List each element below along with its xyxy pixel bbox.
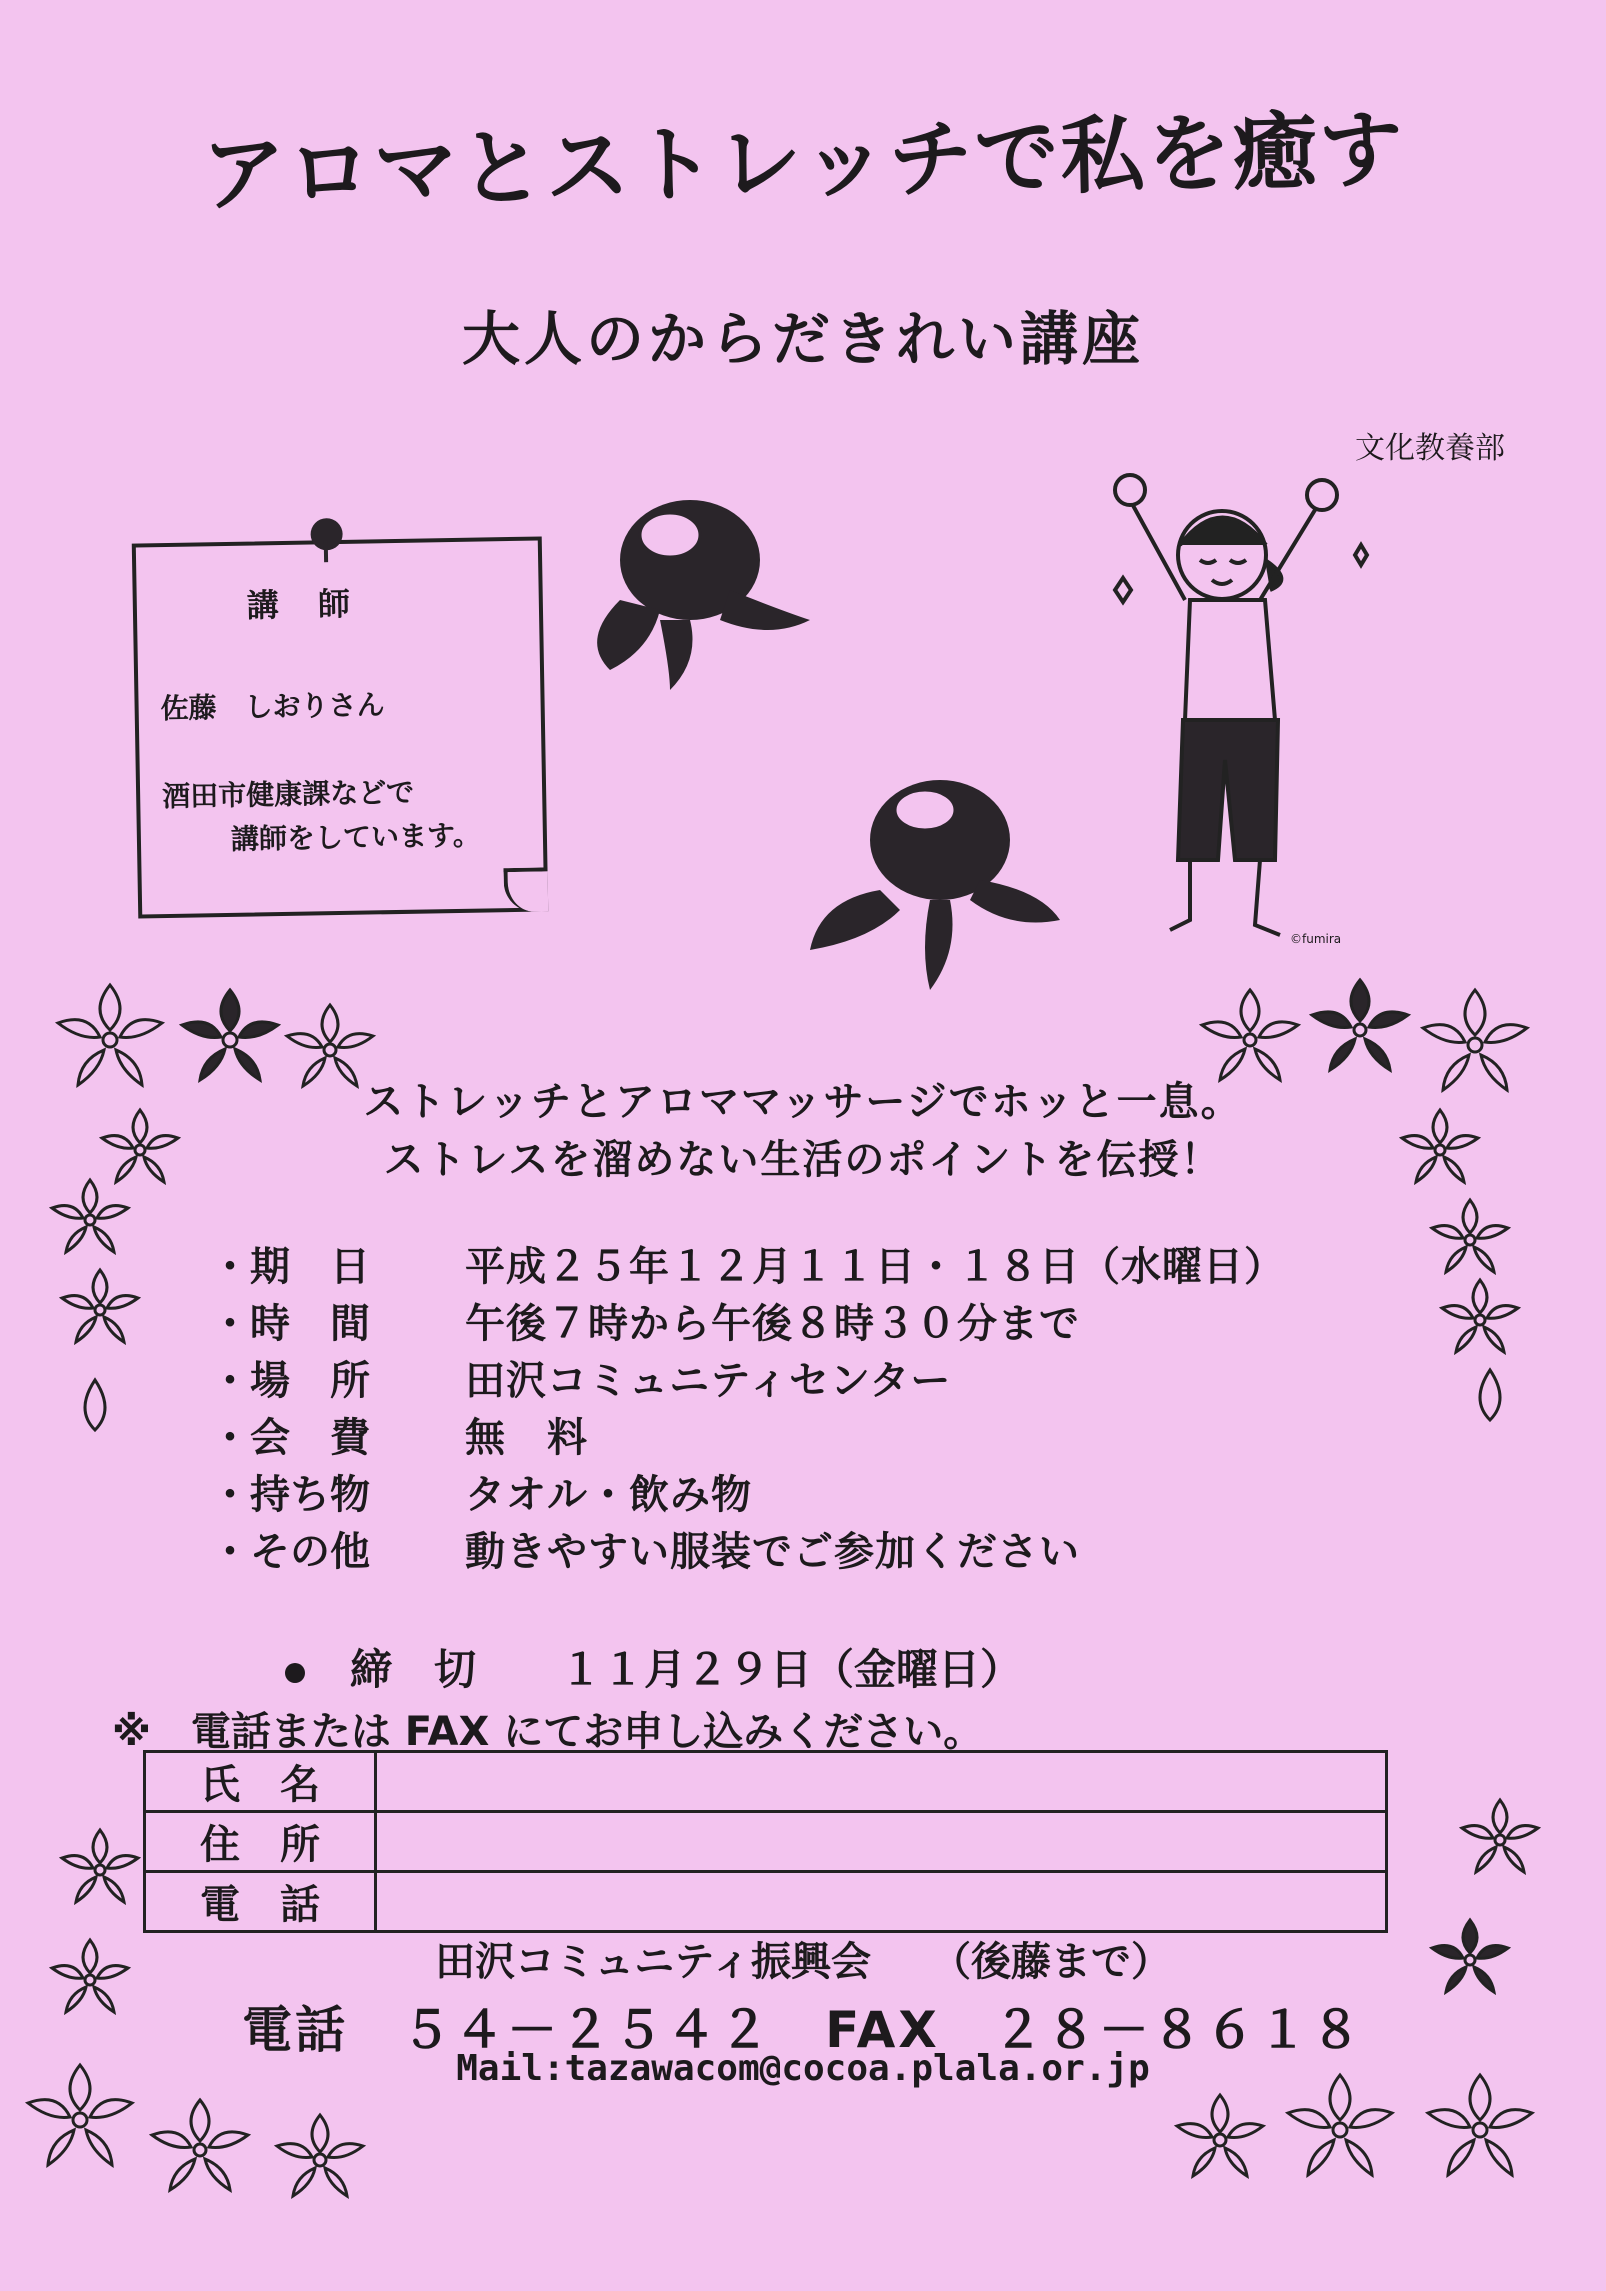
address-field[interactable] — [376, 1812, 1387, 1872]
form-row-name — [145, 1752, 1387, 1812]
application-form — [143, 1750, 1388, 1933]
phone-field[interactable] — [376, 1872, 1387, 1932]
detail-label: ・会 費 — [210, 1415, 370, 1461]
form-label-phone: 電 話 — [145, 1872, 376, 1932]
detail-value: 無 料 — [465, 1415, 588, 1461]
deadline-text: 締 切 １１月２９日（金曜日） — [350, 1645, 1023, 1694]
detail-label: ・場 所 — [210, 1358, 370, 1404]
pushpin-icon — [310, 518, 343, 551]
organizer-mail: Mail:tazawacom@cocoa.plala.or.jp — [456, 2048, 1150, 2089]
page-curl — [503, 867, 548, 912]
instructor-heading: 講 師 — [246, 584, 365, 625]
instructor-description-line1: 酒田市健康課などで — [161, 775, 415, 814]
lead-line-1: ストレッチとアロママッサージでホッと一息。 — [363, 1079, 1243, 1125]
name-field[interactable] — [376, 1752, 1387, 1812]
page-subtitle: 大人のからだきれい講座 — [461, 305, 1144, 373]
detail-label: ・持ち物 — [210, 1472, 370, 1518]
form-label-address: 住 所 — [145, 1812, 376, 1872]
camellia-flower-icon — [597, 500, 810, 690]
stretching-woman-icon — [1115, 475, 1367, 935]
page-title: アロマとストレッチで私を癒す — [200, 100, 1406, 224]
sakura-flower-icon — [1202, 980, 1527, 1420]
form-row-phone — [145, 1872, 1387, 1932]
department-label: 文化教養部 — [1355, 431, 1505, 466]
instructor-note — [132, 536, 548, 918]
instructor-name: 佐藤 しおりさん — [160, 688, 385, 726]
apply-note: ※ 電話または FAX にてお申し込みください。 — [112, 1709, 984, 1755]
detail-value: 田沢コミュニティセンター — [465, 1358, 952, 1404]
detail-value: タオル・飲み物 — [465, 1472, 752, 1518]
detail-label: ・期 日 — [210, 1244, 370, 1290]
bullet-icon — [285, 1663, 305, 1683]
detail-label: ・その他 — [210, 1529, 370, 1575]
lead-line-2: ストレスを溜めない生活のポイントを伝授！ — [383, 1137, 1223, 1183]
organizer-contact: 電話 ５４－２５４２ FAX ２８－８６１８ — [242, 2001, 1364, 2059]
form-row-address — [145, 1812, 1387, 1872]
camellia-flower-icon — [810, 780, 1060, 990]
detail-value: 平成２５年１２月１１日・１８日（水曜日） — [465, 1244, 1285, 1290]
illustration-credit: ©fumira — [1290, 932, 1342, 946]
form-label-name: 氏 名 — [145, 1752, 376, 1812]
organizer-name: 田沢コミュニティ振興会 （後藤まで） — [435, 1939, 1171, 1985]
detail-label: ・時 間 — [210, 1301, 370, 1347]
detail-value: 午後７時から午後８時３０分まで — [465, 1301, 1080, 1347]
deadline — [285, 1637, 1022, 1697]
detail-value: 動きやすい服装でご参加ください — [465, 1529, 1080, 1575]
instructor-description-line2: 講師をしています。 — [230, 818, 481, 856]
